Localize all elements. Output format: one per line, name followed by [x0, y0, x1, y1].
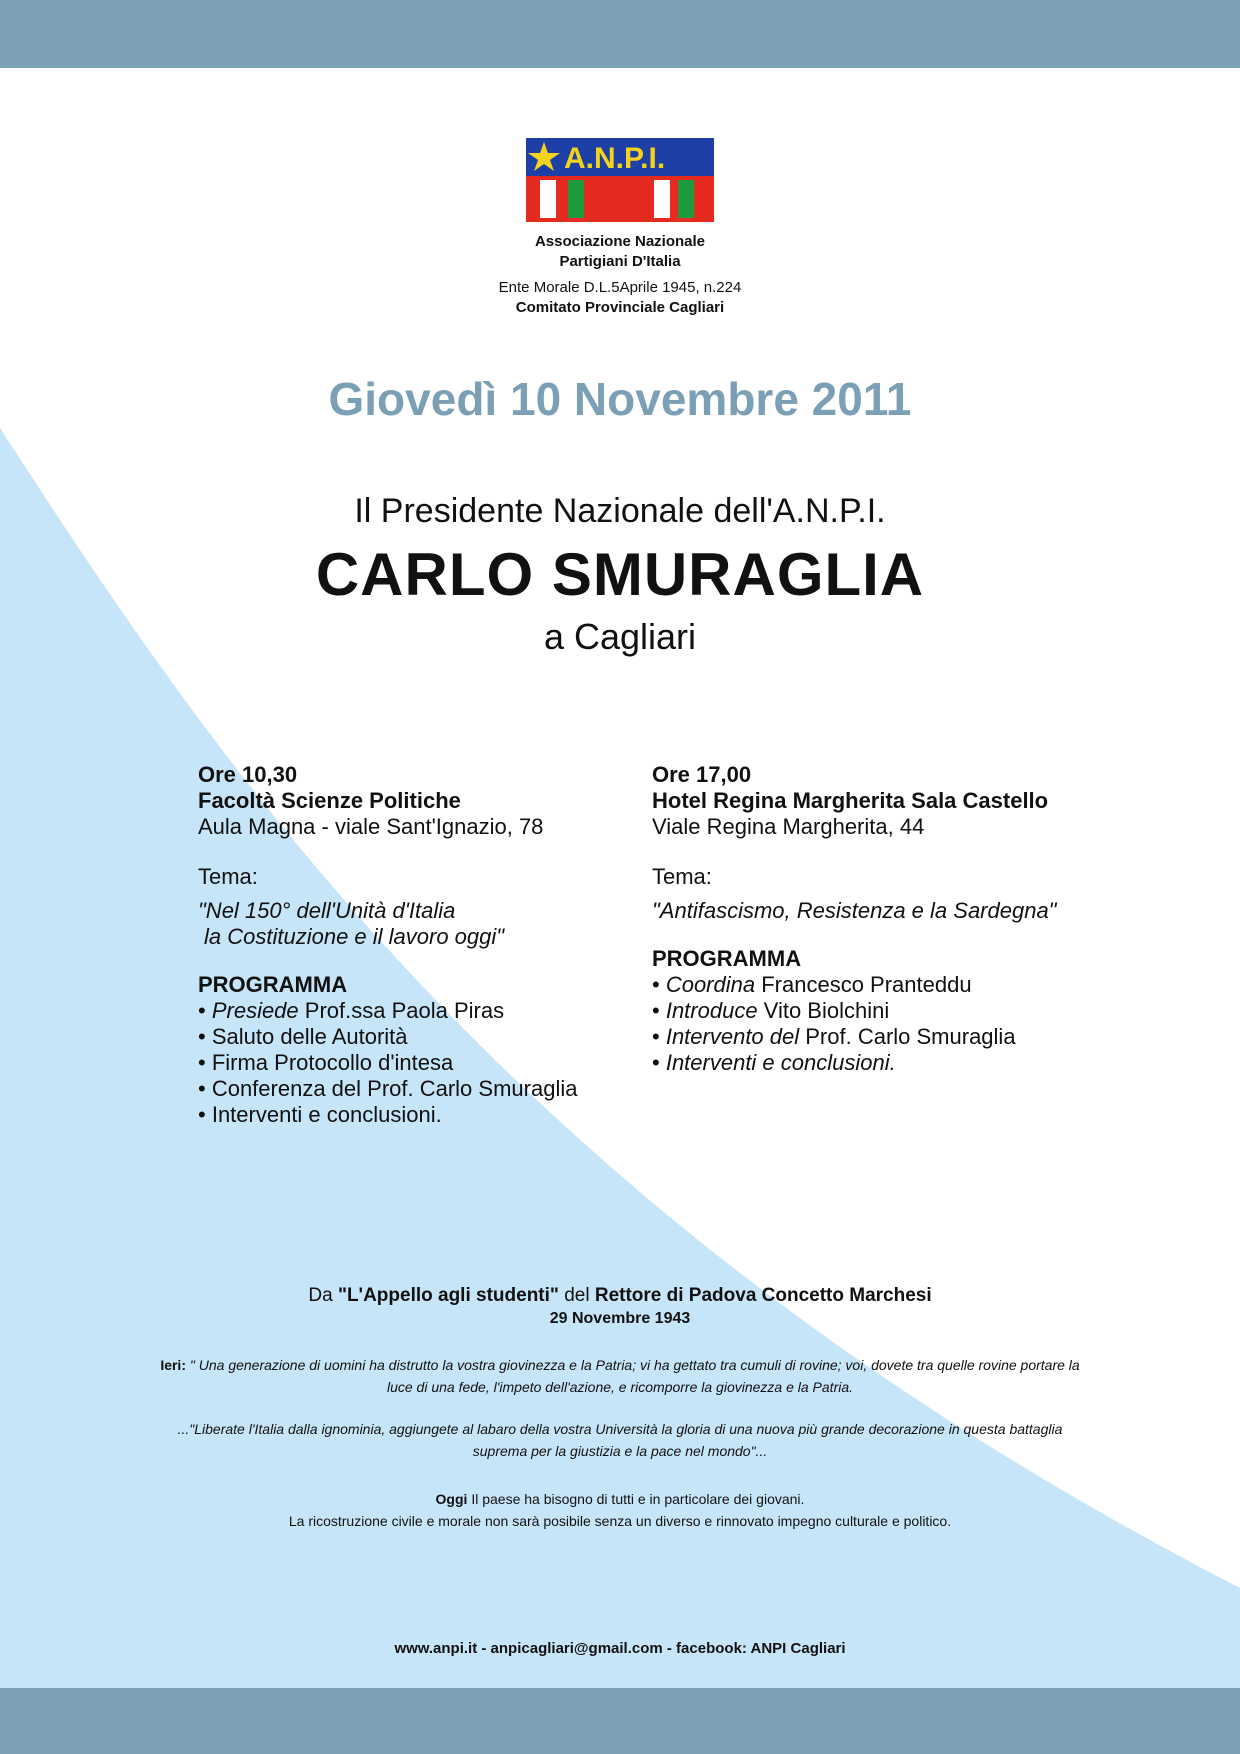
list-item: • Presiede Prof.ssa Paola Piras	[198, 998, 638, 1024]
bottom-band	[0, 1688, 1240, 1754]
quote-source: Da "L'Appello agli studenti" del Rettore di Padova Concetto Marchesi	[308, 1285, 932, 1306]
list-item: • Firma Protocollo d'intesa	[198, 1050, 638, 1076]
org-line-1: Associazione Nazionale	[534, 233, 706, 250]
morning-program-label: PROGRAMMA	[198, 972, 348, 997]
morning-time: Ore 10,30	[198, 762, 298, 787]
org-line-4: Comitato Provinciale Cagliari	[515, 299, 725, 316]
speaker-name: CARLO SMURAGLIA	[315, 541, 925, 608]
event-city: a Cagliari	[543, 616, 697, 657]
org-line-3: Ente Morale D.L.5Aprile 1945, n.224	[498, 279, 742, 296]
event-date: Giovedì 10 Novembre 2011	[328, 373, 912, 425]
quote-ieri: Ieri: " Una generazione di uomini ha distrutto la vostra giovinezza e la Patria; vi ha gettato tra cumuli di rovine; voi, dovete tra quelle rovine portare la luce di una fede, l'impeto dell'azione, e ricomporre la giovinezza e la Patria.	[160, 1357, 1080, 1395]
morning-theme-line-2: la Costituzione e il lavoro oggi"	[204, 924, 505, 949]
list-item: • Conferenza del Prof. Carlo Smuraglia	[198, 1076, 638, 1102]
afternoon-time: Ore 17,00	[652, 762, 752, 787]
afternoon-theme: "Antifascismo, Resistenza e la Sardegna"	[652, 898, 1057, 923]
president-title: Il Presidente Nazionale dell'A.N.P.I.	[354, 492, 886, 530]
quote-date: 29 Novembre 1943	[549, 1310, 691, 1327]
morning-program-list	[198, 998, 638, 1128]
morning-place: Facoltà Scienze Politiche	[198, 788, 461, 813]
morning-theme-line-1: "Nel 150° dell'Unità d'Italia	[198, 898, 456, 923]
list-item: • Introduce Vito Biolchini	[652, 998, 1122, 1024]
list-item: • Interventi e conclusioni.	[198, 1102, 638, 1128]
morning-session	[198, 762, 638, 1128]
quote-liberate: ..."Liberate l'Italia dalla ignominia, aggiungete al labaro della vostra Università la gloria di una nuova più grande decorazione in questa battaglia suprema per la giustizia e la pace nel mondo"...	[177, 1421, 1063, 1459]
morning-tema-label: Tema:	[198, 864, 258, 889]
contacts-line: www.anpi.it - anpicagliari@gmail.com - facebook: ANPI Cagliari	[394, 1640, 846, 1657]
org-line-2: Partigiani D'Italia	[559, 253, 681, 270]
anpi-logo	[526, 138, 714, 222]
afternoon-program-label: PROGRAMMA	[652, 946, 802, 971]
list-item: • Interventi e conclusioni.	[652, 1050, 1122, 1076]
list-item: • Coordina Francesco Pranteddu	[652, 972, 1122, 998]
afternoon-address: Viale Regina Margherita, 44	[652, 814, 925, 839]
afternoon-tema-label: Tema:	[652, 864, 712, 889]
list-item: • Intervento del Prof. Carlo Smuraglia	[652, 1024, 1122, 1050]
top-band	[0, 0, 1240, 68]
oggi-line: Oggi Il paese ha bisogno di tutti e in particolare dei giovani.	[435, 1491, 805, 1507]
afternoon-session	[652, 762, 1122, 1076]
afternoon-program-list	[652, 972, 1122, 1076]
logo-text: A.N.P.I.	[564, 142, 666, 175]
morning-address: Aula Magna - viale Sant'Ignazio, 78	[198, 814, 544, 839]
list-item: • Saluto delle Autorità	[198, 1024, 638, 1050]
ricostruzione-line: La ricostruzione civile e morale non sarà posibile senza un diverso e rinnovato impegno culturale e politico.	[288, 1513, 952, 1529]
afternoon-place: Hotel Regina Margherita Sala Castello	[652, 788, 1049, 813]
